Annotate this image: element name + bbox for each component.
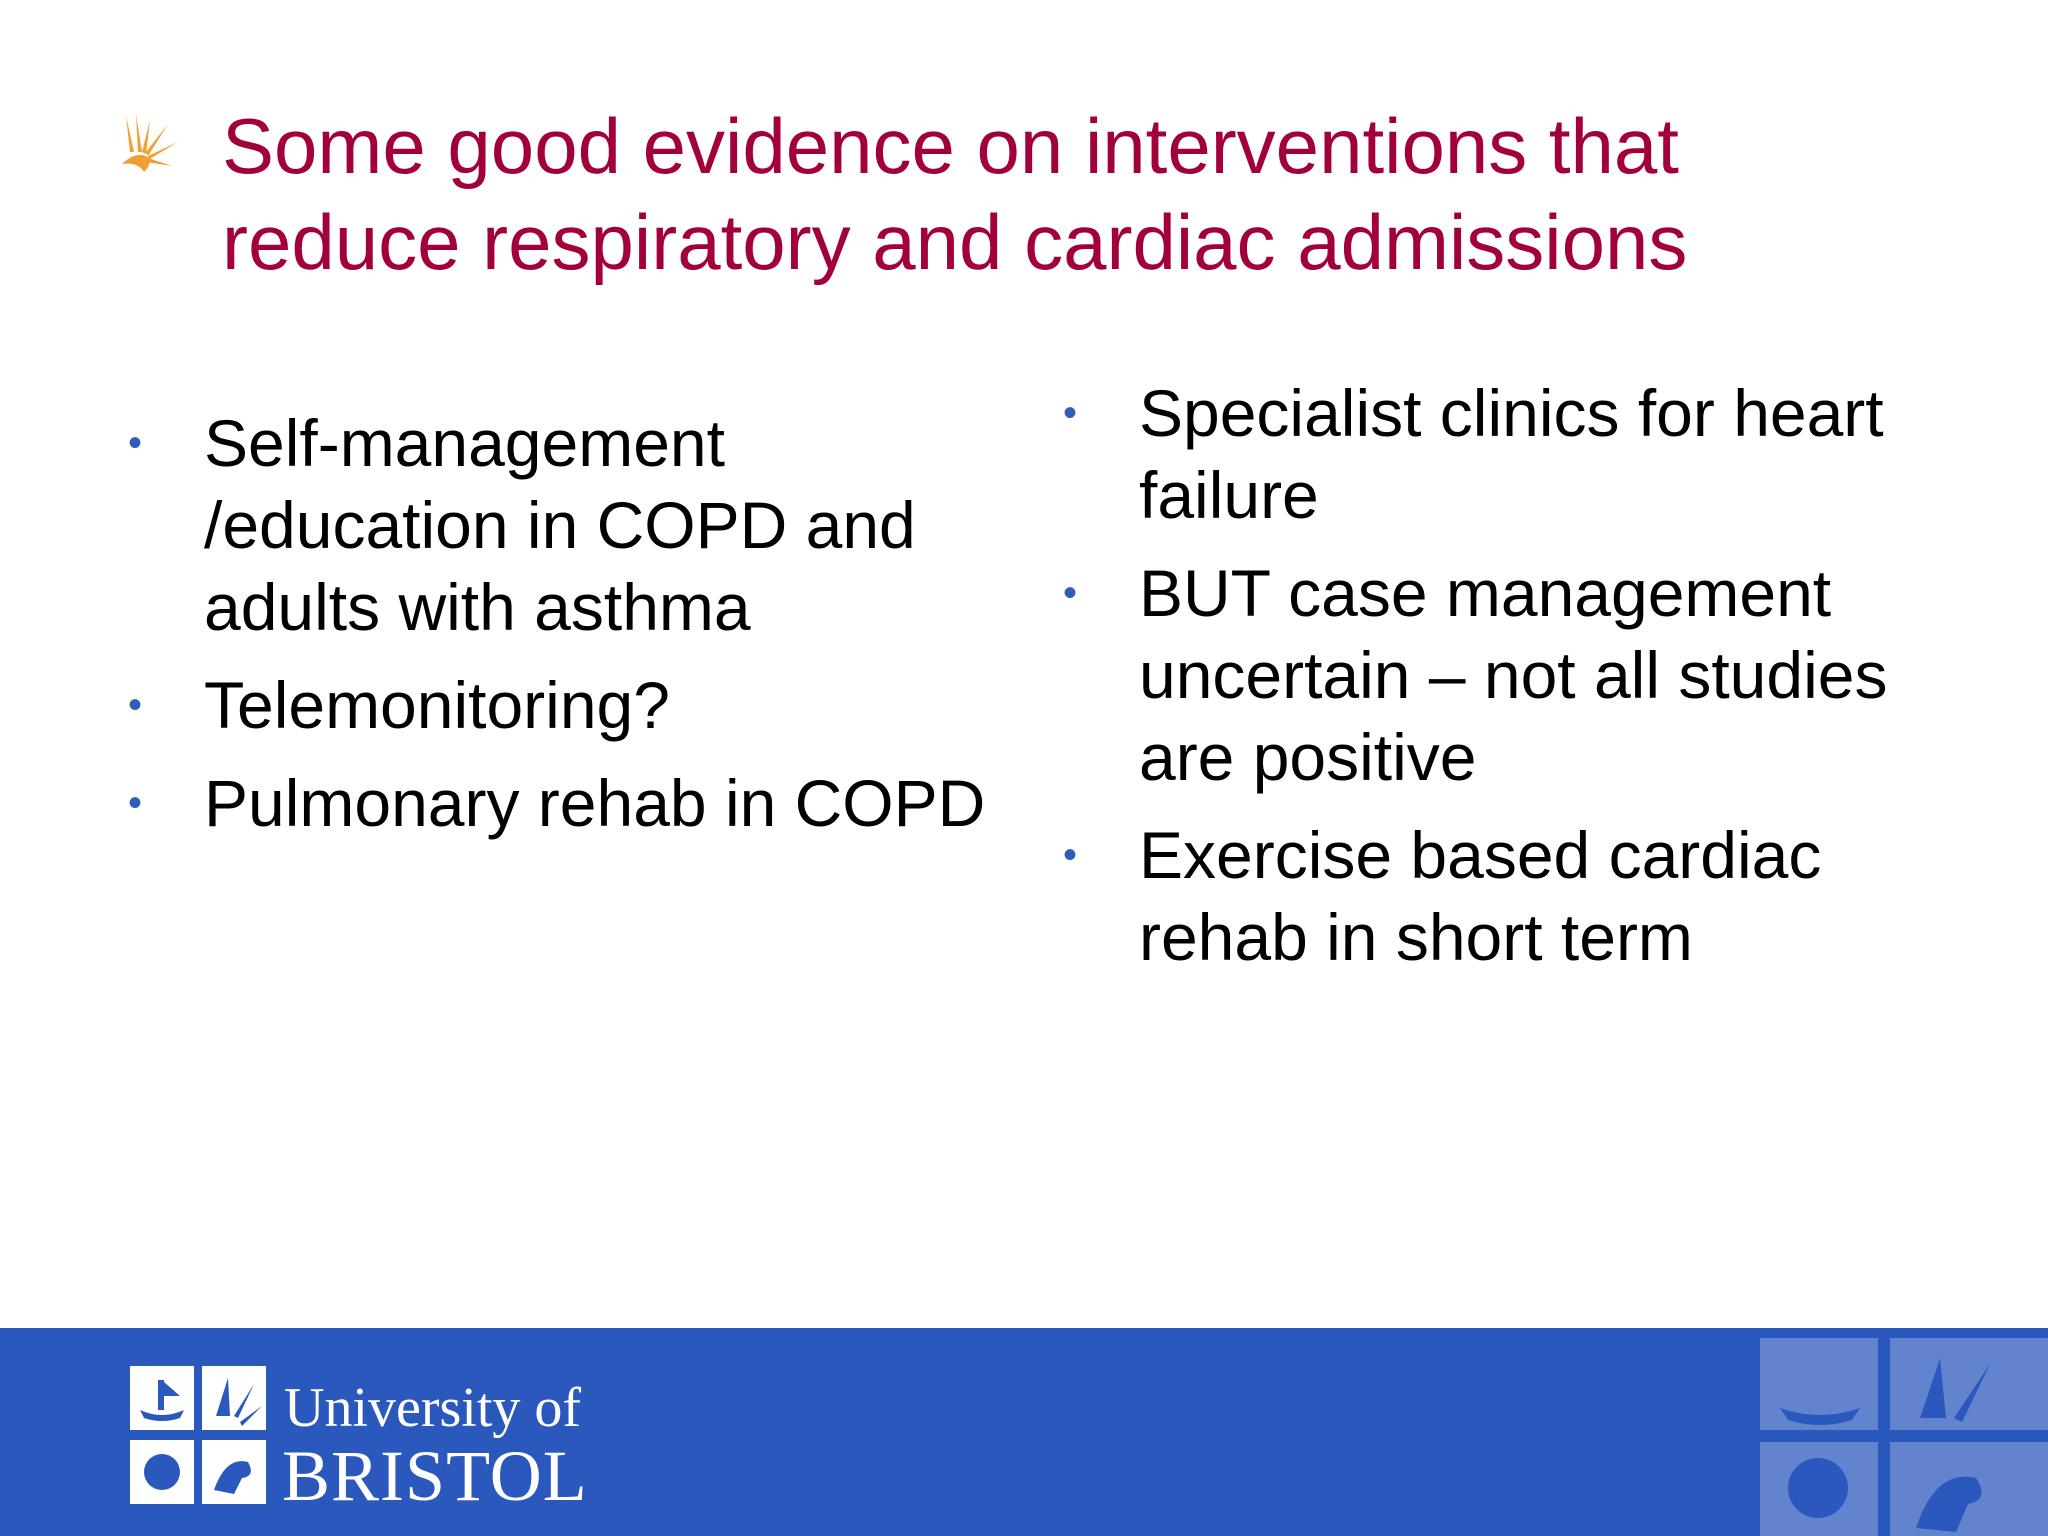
logo-text-university-of: University of [284,1377,582,1439]
bullet-marker: • [1063,833,1078,877]
crest-watermark-icon [1740,1338,2048,1536]
list-item-text: Telemonitoring? [204,668,670,742]
list-item-text: Pulmonary rehab in COPD [204,766,986,840]
list-item [1055,814,1975,978]
list-item [120,664,1000,746]
list-item-text: Self-management /education in COPD and adults with asthma [204,406,916,644]
list-item-text: Exercise based cardiac rehab in short term [1139,818,1822,974]
list-item-text: BUT case management uncertain – not all studies are positive [1139,556,1888,794]
university-crest-icon [130,1366,266,1504]
list-item [120,762,1000,844]
right-bullet-list [1055,372,1975,994]
list-item [1055,552,1975,798]
bullet-marker: • [128,781,143,825]
bullet-marker: • [1063,571,1078,615]
left-bullet-list [120,402,1000,860]
bullet-marker: • [1063,391,1078,435]
bullet-marker: • [128,421,143,465]
logo-text-bristol: BRISTOL [282,1436,588,1516]
slide-title: Some good evidence on interventions that reduce respiratory and cardiac admissions [222,102,1688,286]
flame-icon [120,112,180,176]
list-item [1055,372,1975,536]
list-item-text: Specialist clinics for heart failure [1139,376,1884,532]
bullet-marker: • [128,683,143,727]
list-item [120,402,1000,648]
